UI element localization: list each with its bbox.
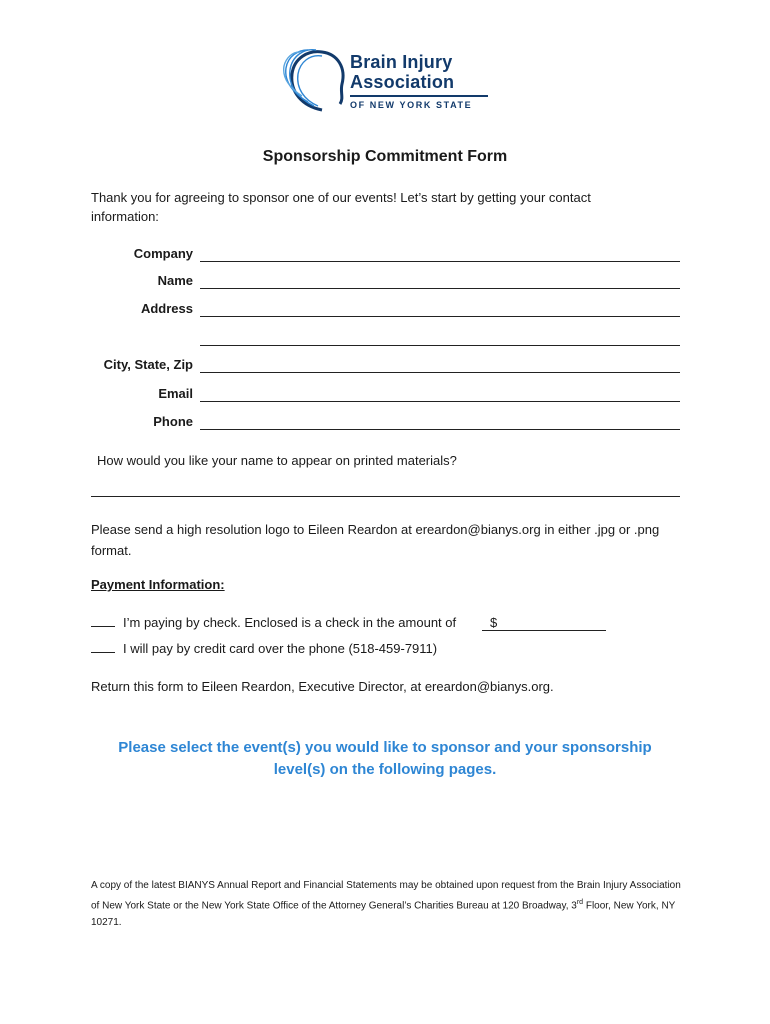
email-input-line[interactable] <box>200 401 680 402</box>
return-instructions: Return this form to Eileen Reardon, Executive Director, at ereardon@bianys.org. <box>91 679 554 694</box>
brain-profile-logo-icon <box>282 46 352 112</box>
phone-label: Phone <box>153 414 193 429</box>
logo-line-3: OF NEW YORK STATE <box>350 100 473 110</box>
check-amount-field[interactable] <box>482 615 606 631</box>
city-state-zip-label: City, State, Zip <box>103 357 193 372</box>
pay-by-card-label: I will pay by credit card over the phone (518-459-7911) <box>123 641 438 656</box>
logo-submission-note: Please send a high resolution logo to Eileen Reardon at ereardon@bianys.org in either .jpg or .png format. <box>91 522 660 558</box>
footnote-text-a: A copy of the latest BIANYS Annual Report and Financial Statements may be obtained upon request from the Brain Injury Association of New York State or the New York State Office of the Attorney General’s Charities Bureau at 120 Broadway, 3 <box>91 880 681 912</box>
company-label: Company <box>133 246 193 261</box>
dollar-sign: $ <box>490 615 498 630</box>
payment-heading: Payment Information: <box>91 577 225 592</box>
pay-by-check-label: I’m paying by check. Enclosed is a check in the amount of <box>123 615 457 630</box>
bianys-logo <box>282 46 492 116</box>
name-label: Name <box>157 273 193 288</box>
logo-line-1: Brain Injury <box>350 52 453 72</box>
logo-wordmark <box>350 52 488 110</box>
name-input-line[interactable] <box>200 288 680 289</box>
pay-by-card-option[interactable] <box>91 641 437 656</box>
logo-line-2: Association <box>350 72 455 92</box>
printed-name-input-line[interactable] <box>91 496 680 497</box>
form-title: Sponsorship Commitment Form <box>262 148 508 165</box>
event-selection-callout: Please select the event(s) you would like to sponsor and your sponsorship level(s) on the following pages. <box>118 739 652 778</box>
email-label: Email <box>158 386 193 401</box>
footnote-ordinal: rd <box>576 899 584 906</box>
company-input-line[interactable] <box>200 261 680 262</box>
logo-divider <box>350 95 488 97</box>
intro-text: Thank you for agreeing to sponsor one of our events! Let’s start by getting your contact information: <box>91 190 591 224</box>
footnote-text-b: Floor, New York, NY 10271. <box>91 900 676 929</box>
phone-input-line[interactable] <box>200 429 680 430</box>
annual-report-footnote <box>91 877 681 931</box>
address-input-line[interactable] <box>200 316 680 317</box>
city-state-zip-input-line[interactable] <box>200 372 680 373</box>
pay-by-check-option[interactable] <box>91 615 456 630</box>
card-blank[interactable] <box>91 652 115 653</box>
address-label: Address <box>140 301 193 316</box>
printed-name-question: How would you like your name to appear on printed materials? <box>97 453 457 468</box>
address-input-line-2[interactable] <box>200 345 680 346</box>
check-blank[interactable] <box>91 626 115 627</box>
